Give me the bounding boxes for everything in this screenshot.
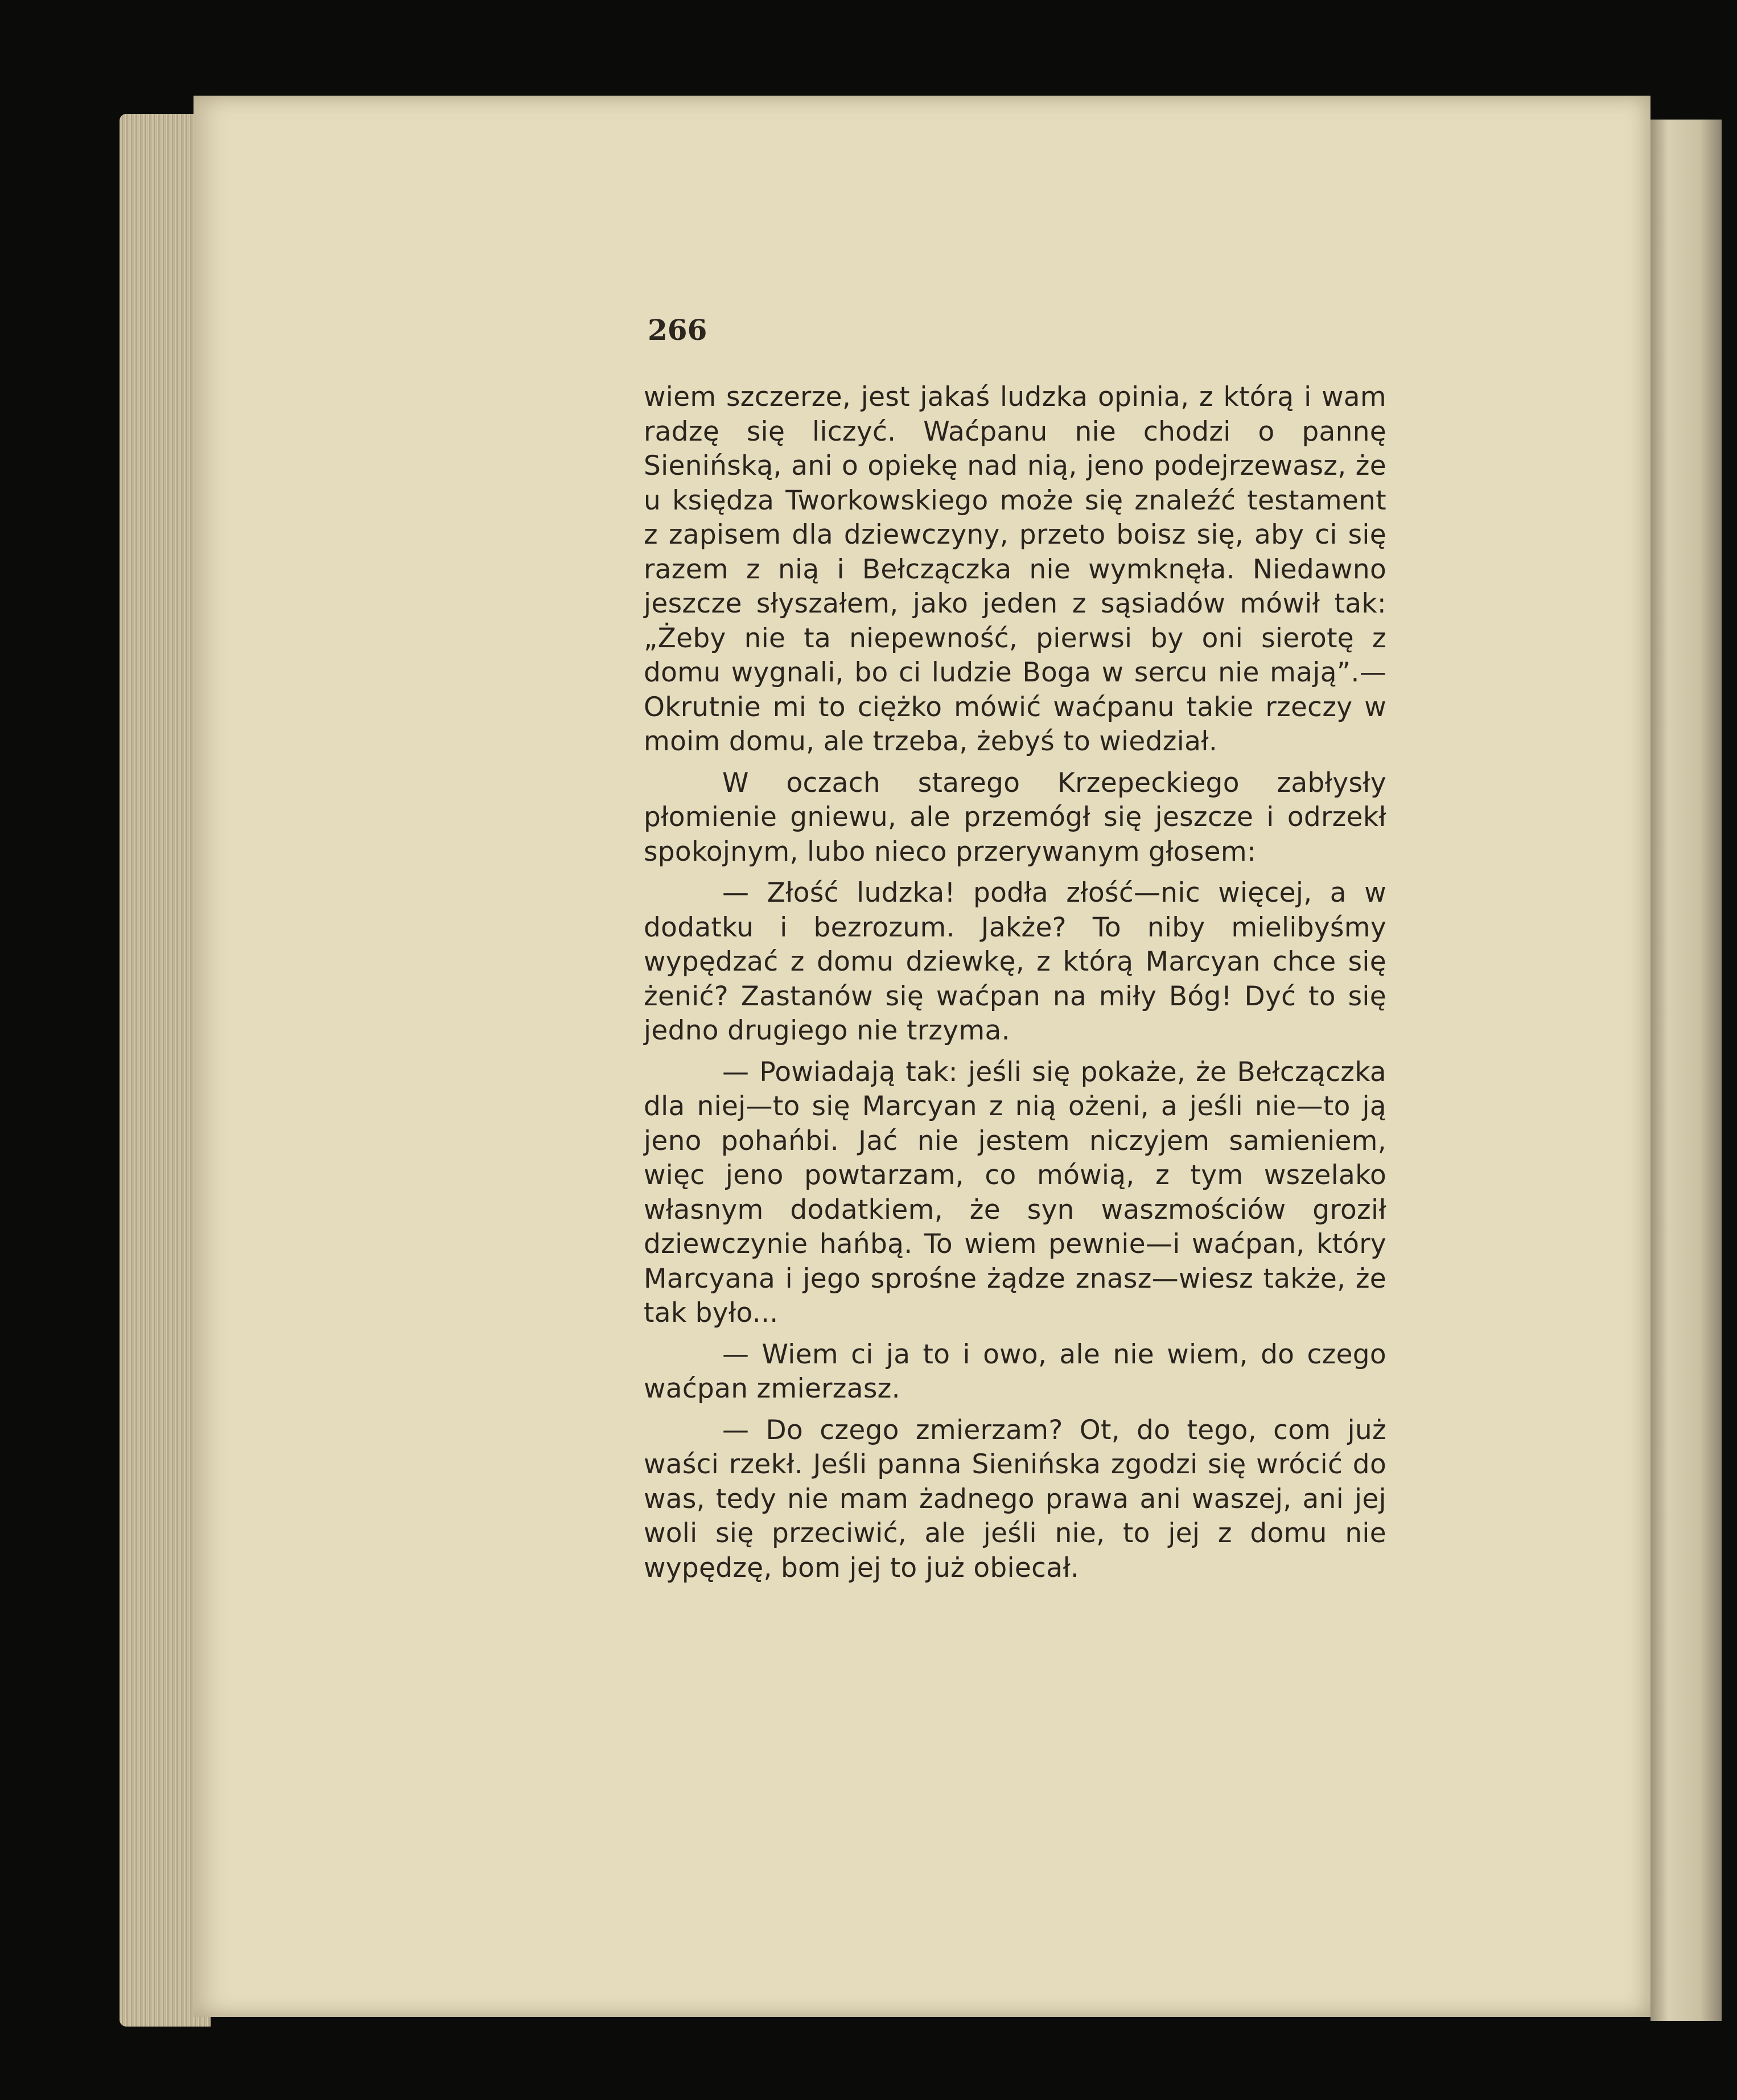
paragraph-continuation: wiem szczerze, jest jakaś ludzka opinia, z którą i wam radzę się liczyć. Waćpanu nie chodzi o pannę Sienińską, ani o opiekę nad nią, jeno podejrzewasz, że u księdza Tworkowskiego może się znaleźć testament z zapisem dla dziewczyny, przeto boisz się, aby ci się razem z nią i Bełczączka nie wymknęła. Niedawno jeszcze słyszałem, jako jeden z sąsiadów mówił tak: „Żeby nie ta niepewność, pierwsi by oni sierotę z domu wygnali, bo ci ludzie Boga w sercu nie mają”.—Okrutnie mi to ciężko mówić waćpanu takie rzeczy w moim domu, ale trzeba, żebyś to wiedział. <box>644 381 1386 757</box>
dialogue-paragraph: — Złość ludzka! podła złość—nic więcej, a w dodatku i bezrozum. Jakże? To niby mielibyśmy wypędzać z domu dziewkę, z którą Marcyan chce się żenić? Zastanów się waćpan na miły Bóg! Dyć to się jedno drugiego nie trzyma. <box>644 877 1386 1046</box>
dialogue-paragraph: — Wiem ci ja to i owo, ale nie wiem, do czego waćpan zmierzasz. <box>644 1338 1386 1404</box>
dialogue-paragraph: — Powiadają tak: jeśli się pokaże, że Bełczączka dla niej—to się Marcyan z nią ożeni, a jeśli nie—to ją jeno pohańbi. Jać nie jestem niczyjem samieniem, więc jeno powtarzam, co mówią, z tym wszelako własnym dodatkiem, że syn waszmościów groził dziewczynie hańbą. To wiem pewnie—i waćpan, który Marcyana i jego sprośne żądze znasz—wiesz także, że tak było... <box>644 1056 1386 1329</box>
page-number: 266 <box>648 313 707 347</box>
next-page-edge <box>1650 120 1722 2021</box>
paragraph: W oczach starego Krzepeckiego zabłysły płomienie gniewu, ale przemógł się jeszcze i odrzekł spokojnym, lubo nieco przerywanym głosem: <box>644 767 1386 868</box>
body-text <box>644 380 1386 1592</box>
dialogue-paragraph: — Do czego zmierzam? Ot, do tego, com już waści rzekł. Jeśli panna Sienińska zgodzi się wrócić do was, tedy nie mam żadnego prawa ani waszej, ani jej woli się przeciwić, ale jeśli nie, to jej z domu nie wypędzę, bom jej to już obiecał. <box>644 1414 1386 1584</box>
